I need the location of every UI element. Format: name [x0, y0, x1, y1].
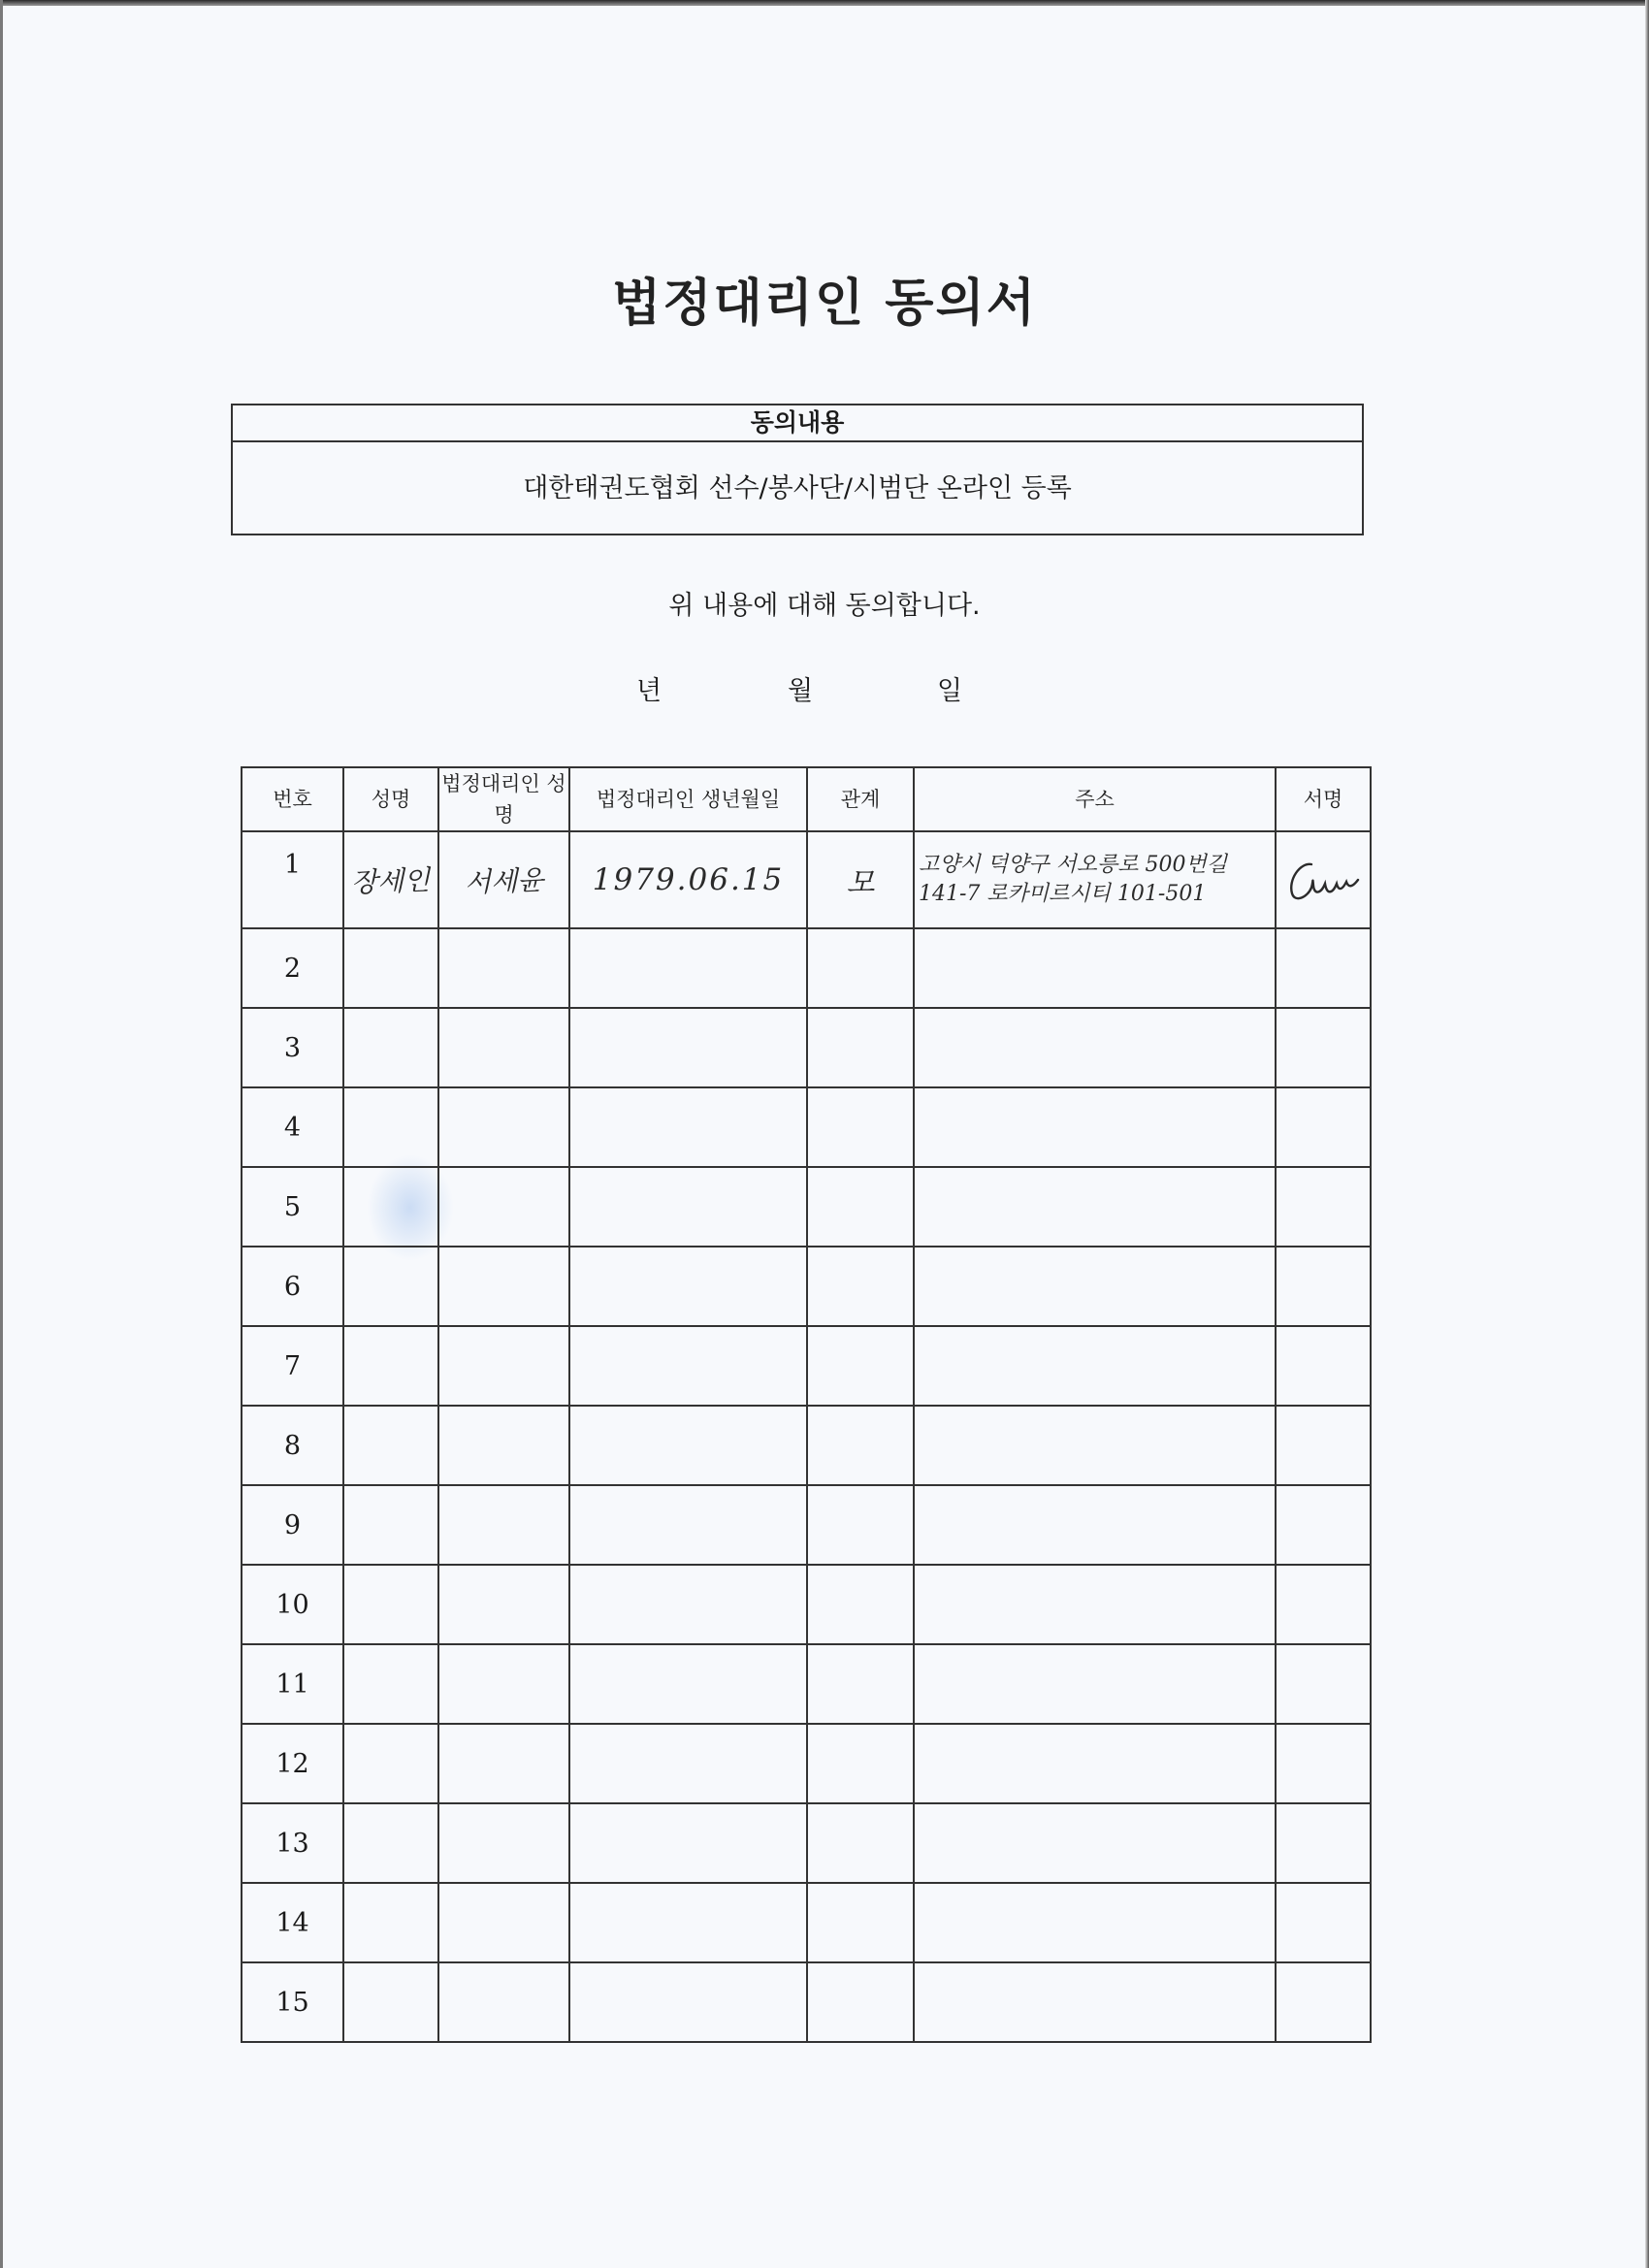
- scan-edge-left: [0, 0, 3, 2268]
- table-row: [242, 1565, 1371, 1644]
- table-row: [242, 1724, 1371, 1803]
- date-year-label: 년: [636, 676, 663, 706]
- relation-cell: [807, 1962, 914, 2042]
- signature-cell: [1276, 1167, 1371, 1247]
- row-number: 4: [242, 1087, 343, 1167]
- relation-cell: [807, 1644, 914, 1724]
- signature-cell: [1276, 1406, 1371, 1485]
- guardian-name-cell: [438, 928, 569, 1008]
- table-row: [242, 1485, 1371, 1565]
- header-address: 주소: [914, 767, 1276, 831]
- guardian-birth: 1979.06.15: [592, 862, 785, 897]
- address: [915, 851, 1275, 909]
- consent-body: 대한태권도협회 선수/봉사단/시범단 온라인 등록: [523, 473, 1072, 503]
- row-number: 6: [242, 1247, 343, 1326]
- table-row: [242, 1406, 1371, 1485]
- guardian-birth-cell: [569, 1167, 807, 1247]
- participant-name-cell: [343, 1167, 438, 1247]
- table-row: [242, 1883, 1371, 1962]
- row-number: 3: [242, 1008, 343, 1087]
- row-number: 2: [242, 928, 343, 1008]
- row-number: 5: [242, 1167, 343, 1247]
- relation: 모: [846, 866, 875, 900]
- guardian-name-cell: [438, 1962, 569, 2042]
- guardian-birth-cell: [569, 1008, 807, 1087]
- guardian-name-cell: [438, 1485, 569, 1565]
- date-month-label: 월: [788, 676, 814, 706]
- address-cell: [914, 1565, 1276, 1644]
- guardian-name: 서세윤: [464, 863, 544, 899]
- relation-cell: [807, 1247, 914, 1326]
- participant-name-cell: [343, 928, 438, 1008]
- guardian-birth-cell: [569, 831, 807, 928]
- signature-cell: [1276, 1485, 1371, 1565]
- guardian-birth-cell: [569, 1803, 807, 1883]
- relation-cell: [807, 1724, 914, 1803]
- address-cell: [914, 1008, 1276, 1087]
- relation-cell: [807, 1406, 914, 1485]
- signature-cell: [1276, 1644, 1371, 1724]
- roster-body: [242, 831, 1371, 2042]
- header-number: 번호: [242, 767, 343, 831]
- guardian-birth-cell: [569, 1087, 807, 1167]
- relation-cell: [807, 1803, 914, 1883]
- address-cell: [914, 928, 1276, 1008]
- participant-name-cell: [343, 1724, 438, 1803]
- address-cell: [914, 1485, 1276, 1565]
- scan-edge-top: [0, 0, 1649, 6]
- participant-name-cell: [343, 1644, 438, 1724]
- guardian-name-cell: [438, 1724, 569, 1803]
- guardian-birth-cell: [569, 1247, 807, 1326]
- document-title: 법정대리인 동의서: [612, 274, 1037, 333]
- participant-name-cell: [343, 1883, 438, 1962]
- guardian-birth-cell: [569, 1326, 807, 1406]
- address-cell: [914, 1247, 1276, 1326]
- row-number: 9: [242, 1485, 343, 1565]
- signature-cell: [1276, 928, 1371, 1008]
- guardian-birth-cell: [569, 1724, 807, 1803]
- consent-content-box: [231, 404, 1364, 535]
- address-cell: [914, 1724, 1276, 1803]
- table-row: [242, 1326, 1371, 1406]
- header-name: 성명: [343, 767, 438, 831]
- signature-cell: [1276, 1326, 1371, 1406]
- guardian-name-cell: [438, 1883, 569, 1962]
- handwritten-signature: [1282, 851, 1364, 909]
- guardian-name-cell: [438, 1565, 569, 1644]
- row-number: 10: [242, 1565, 343, 1644]
- signature-cell: [1276, 1803, 1371, 1883]
- address-cell: [914, 1406, 1276, 1485]
- guardian-roster-table: [241, 766, 1372, 2043]
- table-row: [242, 1803, 1371, 1883]
- row-number: 7: [242, 1326, 343, 1406]
- address-cell: [914, 1087, 1276, 1167]
- signature-cell: [1276, 1565, 1371, 1644]
- participant-name-cell: [343, 1008, 438, 1087]
- participant-name-cell: [343, 1485, 438, 1565]
- relation-cell: [807, 831, 914, 928]
- relation-cell: [807, 1485, 914, 1565]
- guardian-birth-cell: [569, 1962, 807, 2042]
- participant-name-cell: [343, 831, 438, 928]
- guardian-name-cell: [438, 1087, 569, 1167]
- row-number: 8: [242, 1406, 343, 1485]
- guardian-birth-cell: [569, 1565, 807, 1644]
- relation-cell: [807, 1565, 914, 1644]
- table-row: [242, 1008, 1371, 1087]
- table-header-row: [242, 767, 1371, 831]
- relation-cell: [807, 1008, 914, 1087]
- row-number: 14: [242, 1883, 343, 1962]
- address-cell: [914, 1326, 1276, 1406]
- relation-cell: [807, 1167, 914, 1247]
- row-number: 11: [242, 1644, 343, 1724]
- address-cell: [914, 1644, 1276, 1724]
- guardian-name-cell: [438, 1803, 569, 1883]
- signature-cell: [1276, 1724, 1371, 1803]
- table-row: [242, 831, 1371, 928]
- address-line-1: 고양시 덕양구 서오릉로 500번길: [919, 853, 1227, 877]
- guardian-birth-cell: [569, 1485, 807, 1565]
- participant-name-cell: [343, 1087, 438, 1167]
- guardian-birth-cell: [569, 1406, 807, 1485]
- signature-cell: [1276, 1247, 1371, 1326]
- header-guardian-birth: 법정대리인 생년월일: [569, 767, 807, 831]
- participant-name-cell: [343, 1565, 438, 1644]
- guardian-name-cell: [438, 1326, 569, 1406]
- guardian-birth-cell: [569, 1883, 807, 1962]
- participant-name-cell: [343, 1406, 438, 1485]
- table-row: [242, 1644, 1371, 1724]
- consent-header: 동의내용: [233, 405, 1362, 442]
- table-row: [242, 928, 1371, 1008]
- participant-name-cell: [343, 1962, 438, 2042]
- signature-cell: [1276, 831, 1371, 928]
- address-line-2: 141-7 로카미르시티 101-501: [919, 882, 1207, 906]
- table-row: [242, 1167, 1371, 1247]
- guardian-birth-cell: [569, 1644, 807, 1724]
- guardian-birth-cell: [569, 928, 807, 1008]
- row-number: 13: [242, 1803, 343, 1883]
- table-row: [242, 1962, 1371, 2042]
- guardian-name-cell: [438, 1167, 569, 1247]
- row-number: 15: [242, 1962, 343, 2042]
- relation-cell: [807, 1326, 914, 1406]
- participant-name-cell: [343, 1326, 438, 1406]
- date-day-label: 일: [937, 676, 963, 706]
- signature-cell: [1276, 1962, 1371, 2042]
- address-cell: [914, 1167, 1276, 1247]
- signature-cell: [1276, 1008, 1371, 1087]
- signature-cell: [1276, 1087, 1371, 1167]
- address-cell: [914, 831, 1276, 928]
- scan-edge-right: [1645, 0, 1649, 2268]
- participant-name-cell: [343, 1803, 438, 1883]
- participant-name-cell: [343, 1247, 438, 1326]
- participant-name: 장세인: [350, 863, 432, 899]
- signature-cell: [1276, 1883, 1371, 1962]
- guardian-name-cell: [438, 1247, 569, 1326]
- row-number: 1: [242, 831, 343, 928]
- guardian-name-cell: [438, 1406, 569, 1485]
- address-cell: [914, 1883, 1276, 1962]
- relation-cell: [807, 1087, 914, 1167]
- guardian-name-cell: [438, 831, 569, 928]
- guardian-name-cell: [438, 1008, 569, 1087]
- agreement-statement: 위 내용에 대해 동의합니다.: [668, 591, 981, 621]
- address-cell: [914, 1803, 1276, 1883]
- table-row: [242, 1087, 1371, 1167]
- header-signature: 서명: [1276, 767, 1371, 831]
- guardian-name-cell: [438, 1644, 569, 1724]
- row-number: 12: [242, 1724, 343, 1803]
- header-guardian-name: 법정대리인 성명: [438, 767, 569, 831]
- relation-cell: [807, 928, 914, 1008]
- header-relation: 관계: [807, 767, 914, 831]
- table-row: [242, 1247, 1371, 1326]
- relation-cell: [807, 1883, 914, 1962]
- address-cell: [914, 1962, 1276, 2042]
